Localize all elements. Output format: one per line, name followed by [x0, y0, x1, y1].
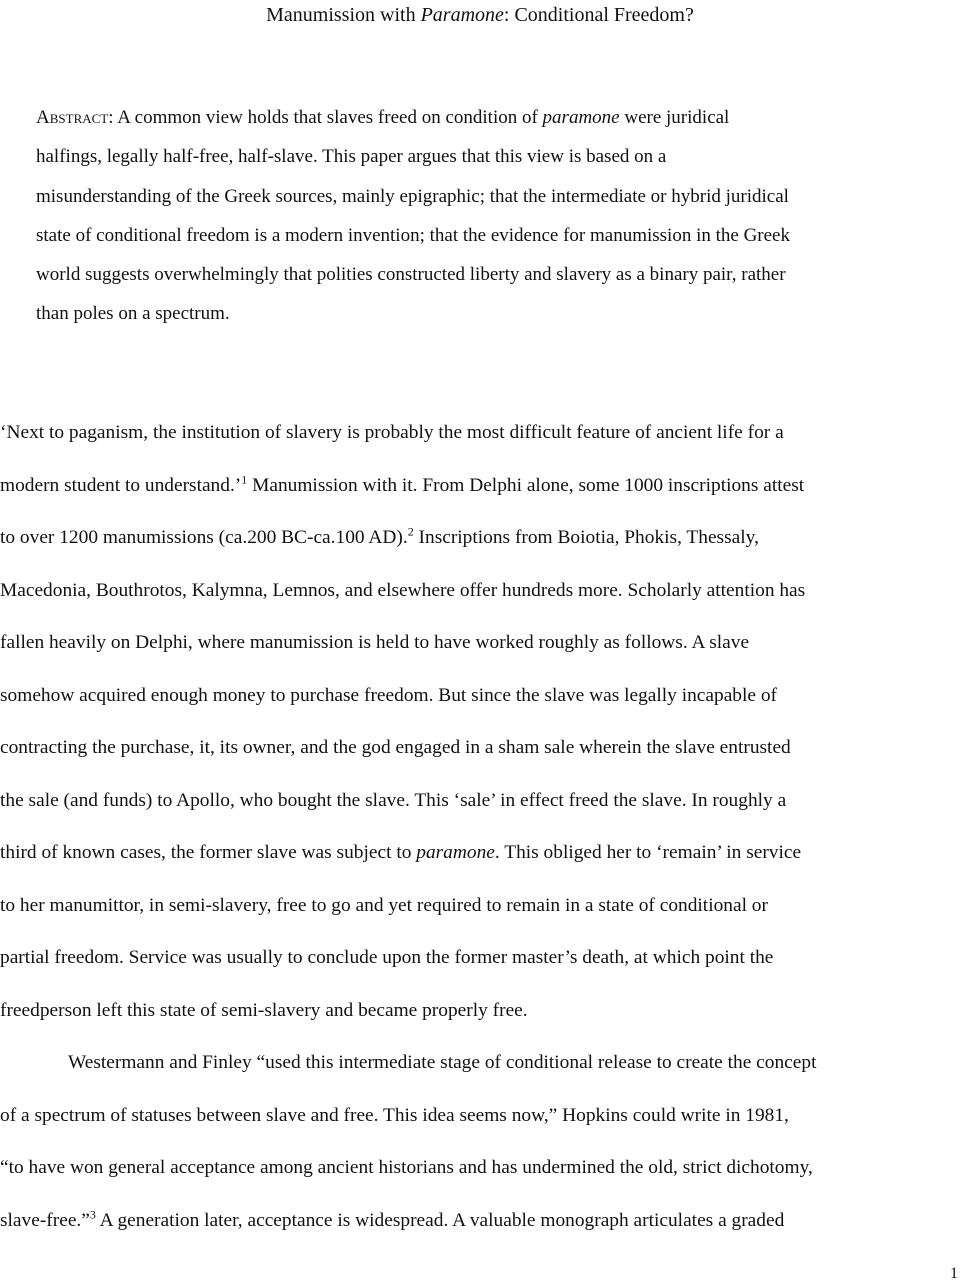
abstract-paragraph — [36, 98, 946, 334]
body-line: freedperson left this state of semi-slavery and became properly free. — [0, 999, 528, 1021]
body-line: Westermann and Finley “used this intermediate stage of conditional release to create the concept — [68, 1052, 817, 1073]
body-text: A generation later, acceptance is widespread. A valuable monograph articulates a graded — [95, 1209, 785, 1231]
footnote-marker: 3 — [89, 1207, 96, 1222]
page-number: 1 — [950, 1265, 958, 1282]
body-line: to her manumittor, in semi-slavery, free to go and yet required to remain in a state of conditional or — [0, 894, 768, 916]
abstract-label-rest: bstract — [49, 107, 109, 128]
body-text: to over 1200 manumissions (ca.200 BC-ca.100 AD). — [0, 527, 408, 548]
body-line: somehow acquired enough money to purchase freedom. But since the slave was legally incapable of — [0, 684, 777, 706]
abstract-text: were juridical — [619, 107, 730, 128]
body-line: “to have won general acceptance among ancient historians and has undermined the old, strict dichotomy, — [0, 1157, 813, 1178]
abstract-label-colon: : — [108, 107, 114, 128]
body-text: third of known cases, the former slave was subject to — [0, 842, 417, 863]
abstract-line: world suggests overwhelmingly that polities constructed liberty and slavery as a binary pair, rather — [36, 264, 786, 286]
header-title-pre: Manumission with — [266, 4, 421, 26]
body-text: modern student to understand.’ — [0, 474, 242, 496]
body-text: . This obliged her to ‘remain’ in service — [494, 842, 802, 863]
body-line: contracting the purchase, it, its owner, and the god engaged in a sham sale wherein the slave entrusted — [0, 737, 791, 758]
body-text: Manumission with it. From Delphi alone, some 1000 inscriptions attest — [247, 474, 805, 496]
abstract-line: state of conditional freedom is a modern invention; that the evidence for manumission in the Greek — [36, 224, 790, 246]
body-text — [0, 407, 958, 1247]
abstract-label-initial: A — [36, 107, 50, 128]
abstract-line: misunderstanding of the Greek sources, mainly epigraphic; that the intermediate or hybrid juridical — [36, 185, 789, 207]
body-italic-term: paramone — [416, 842, 495, 863]
footnote-marker: 1 — [241, 472, 248, 487]
abstract-label — [36, 107, 114, 128]
body-line — [0, 827, 958, 880]
body-text: slave-free.” — [0, 1209, 90, 1231]
body-line: Macedonia, Bouthrotos, Kalymna, Lemnos, and elsewhere offer hundreds more. Scholarly attention has — [0, 579, 806, 601]
running-header — [0, 2, 960, 28]
header-title-post: : Conditional Freedom? — [503, 4, 694, 26]
body-line — [0, 1195, 958, 1248]
footnote-marker: 2 — [407, 524, 414, 539]
abstract-line — [36, 98, 946, 137]
body-line: ‘Next to paganism, the institution of slavery is probably the most difficult feature of ancient life for a — [0, 422, 784, 443]
body-line: the sale (and funds) to Apollo, who bought the slave. This ‘sale’ in effect freed the slave. In roughly a — [0, 789, 787, 811]
body-line — [0, 460, 958, 513]
body-line: partial freedom. Service was usually to conclude upon the former master’s death, at which point the — [0, 947, 774, 968]
body-line — [0, 512, 958, 565]
body-line: of a spectrum of statuses between slave and free. This idea seems now,” Hopkins could write in 1981, — [0, 1104, 789, 1126]
header-title-italic: Paramone — [420, 4, 504, 26]
body-text: Inscriptions from Boiotia, Phokis, Thessaly, — [413, 527, 759, 548]
body-line: fallen heavily on Delphi, where manumission is held to have worked roughly as follows. A slave — [0, 632, 750, 653]
abstract-line: halfings, legally half-free, half-slave. This paper argues that this view is based on a — [36, 146, 667, 168]
abstract-text: A common view holds that slaves freed on condition of — [113, 107, 543, 128]
abstract-italic-term: paramone — [542, 107, 620, 128]
abstract-line: than poles on a spectrum. — [36, 303, 230, 325]
